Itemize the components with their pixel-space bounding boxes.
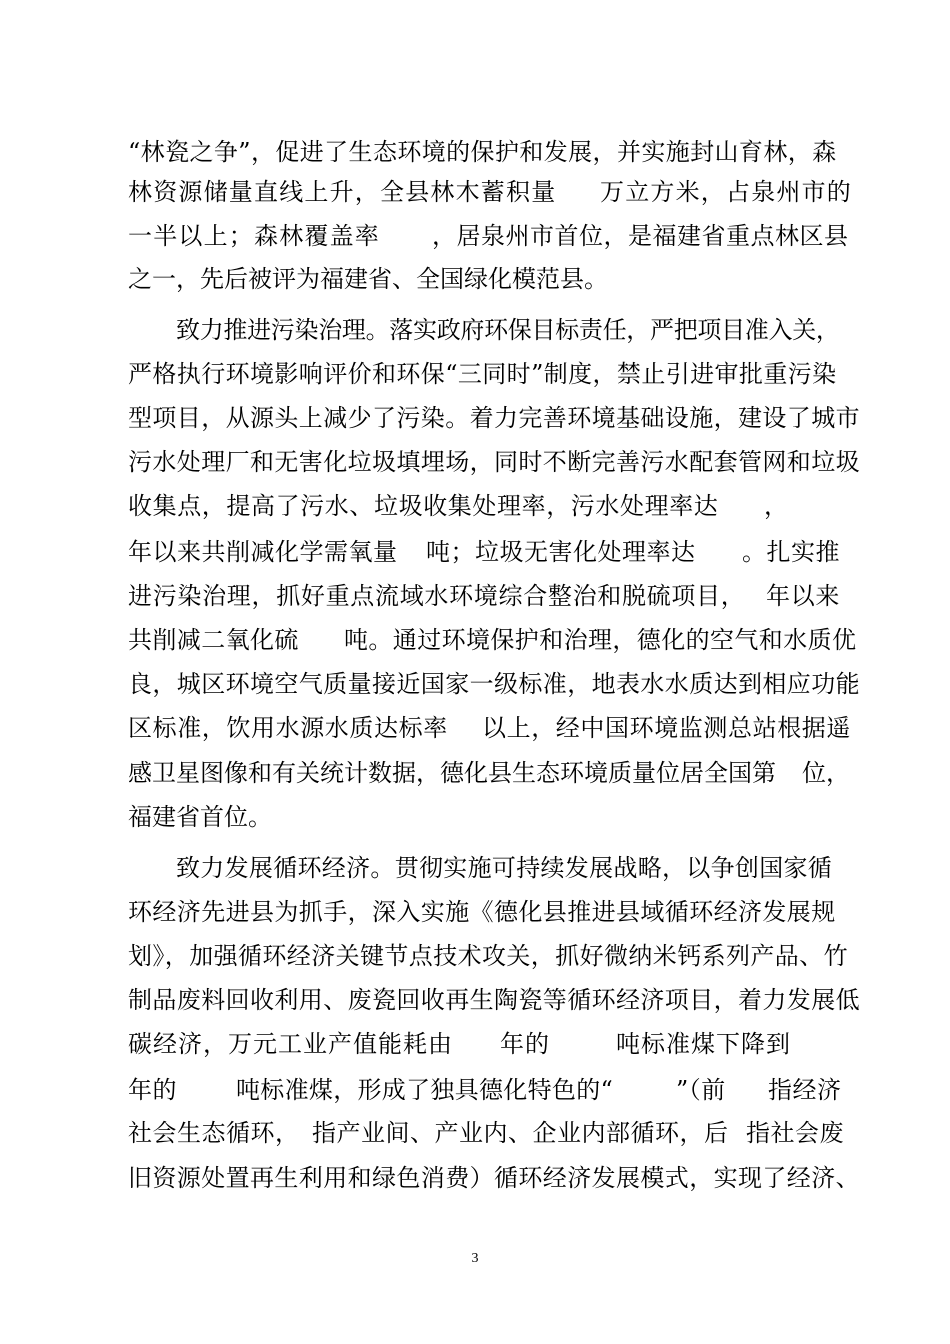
text-line bbox=[0, 753, 950, 793]
text-segment: 位， bbox=[802, 759, 850, 787]
text-segment: 之一，先后被评为福建省、全国绿化模范县。 bbox=[128, 265, 608, 293]
text-segment: 碳经济，万元工业产值能耗由 bbox=[128, 1030, 453, 1058]
text-line bbox=[0, 172, 950, 212]
text-segment: 吨。通过环境保护和治理，德化的空气和水质优 bbox=[344, 626, 857, 654]
page-number: 3 bbox=[471, 1251, 479, 1266]
text-segment: 指产业间、产业内、企业内部循环，后 bbox=[312, 1119, 729, 1147]
text-segment: 制品废料回收利用、废瓷回收再生陶瓷等循环经济项目，着力发展低 bbox=[128, 986, 860, 1014]
text-segment: 型项目，从源头上减少了污染。着力完善环境基础设施，建设了城市 bbox=[128, 404, 860, 432]
text-segment: 指社会废 bbox=[746, 1119, 844, 1147]
text-segment: 指经济 bbox=[768, 1076, 842, 1104]
text-segment: 吨标准煤，形成了独具德化特色的“ bbox=[236, 1076, 614, 1104]
text-segment: 年以来 bbox=[766, 582, 841, 610]
text-line bbox=[0, 848, 950, 888]
text-line bbox=[0, 1158, 950, 1198]
text-segment: 年的 bbox=[128, 1076, 177, 1104]
text-line bbox=[0, 259, 950, 299]
text-line bbox=[0, 664, 950, 704]
text-line bbox=[0, 708, 950, 748]
text-segment: 吨标准煤下降到 bbox=[616, 1030, 791, 1058]
text-line bbox=[0, 1113, 950, 1153]
text-segment: ，居泉州市首位，是福建省重点林区县 bbox=[432, 222, 849, 250]
text-segment: 感卫星图像和有关统计数据，德化县生态环境质量位居全国第 bbox=[128, 759, 776, 787]
text-segment: 社会生态循环， bbox=[128, 1119, 300, 1147]
text-line bbox=[0, 132, 950, 172]
text-segment: 共削减二氧化硫 bbox=[128, 626, 299, 654]
text-segment: 年的 bbox=[500, 1030, 550, 1058]
text-line bbox=[0, 980, 950, 1020]
text-line bbox=[0, 486, 950, 526]
text-segment: 收集点，提高了污水、垃圾收集处理率，污水处理率达 bbox=[128, 492, 719, 520]
text-segment: 福建省首位。 bbox=[128, 803, 272, 831]
text-line bbox=[0, 1070, 950, 1110]
text-segment: 以上，经中国环境监测总站根据遥 bbox=[482, 714, 851, 742]
text-line bbox=[0, 354, 950, 394]
text-line bbox=[0, 1024, 950, 1064]
text-line bbox=[0, 892, 950, 932]
text-segment: ”（前 bbox=[676, 1076, 726, 1104]
text-line bbox=[0, 576, 950, 616]
text-segment: 林资源储量直线上升，全县林木蓄积量 bbox=[128, 178, 557, 206]
text-segment: 划》，加强循环经济关键节点技术攻关，抓好微纳米钙系列产品、竹 bbox=[128, 942, 848, 970]
text-line bbox=[0, 310, 950, 350]
text-segment: 。扎实推 bbox=[742, 538, 840, 566]
text-segment: 致力推进污染治理。落实政府环保目标责任，严把项目准入关， bbox=[176, 316, 840, 344]
text-line bbox=[0, 442, 950, 482]
text-segment: 吨；垃圾无害化处理率达 bbox=[426, 538, 696, 566]
text-line bbox=[0, 532, 950, 572]
text-line bbox=[0, 216, 950, 256]
text-segment: 旧资源处置再生利用和绿色消费）循环经济发展模式，实现了经济、 bbox=[128, 1164, 860, 1192]
text-line bbox=[0, 620, 950, 660]
text-segment: 良，城区环境空气质量接近国家一级标准，地表水水质达到相应功能 bbox=[128, 670, 860, 698]
text-line bbox=[0, 398, 950, 438]
text-segment: 区标准，饮用水源水质达标率 bbox=[128, 714, 448, 742]
text-line bbox=[0, 797, 950, 837]
text-segment: “林瓷之争”，促进了生态环境的保护和发展，并实施封山育林，森 bbox=[128, 138, 837, 166]
text-segment: 致力发展循环经济。贯彻实施可持续发展战略，以争创国家循 bbox=[176, 854, 833, 882]
text-segment: 万立方米，占泉州市的 bbox=[600, 178, 852, 206]
text-segment: 污水处理厂和无害化垃圾填埋场，同时不断完善污水配套管网和垃圾 bbox=[128, 448, 860, 476]
text-segment: 年以来共削减化学需氧量 bbox=[128, 538, 398, 566]
text-segment: 严格执行环境影响评价和环保“三同时”制度，禁止引进审批重污染 bbox=[128, 360, 837, 388]
text-line bbox=[0, 936, 950, 976]
text-segment: 进污染治理，抓好重点流域水环境综合整治和脱硫项目， bbox=[128, 582, 746, 610]
text-segment: ， bbox=[764, 492, 788, 520]
text-segment: 一半以上；森林覆盖率 bbox=[128, 222, 380, 250]
text-segment: 环经济先进县为抓手，深入实施《德化县推进县域循环经济发展规 bbox=[128, 898, 836, 926]
